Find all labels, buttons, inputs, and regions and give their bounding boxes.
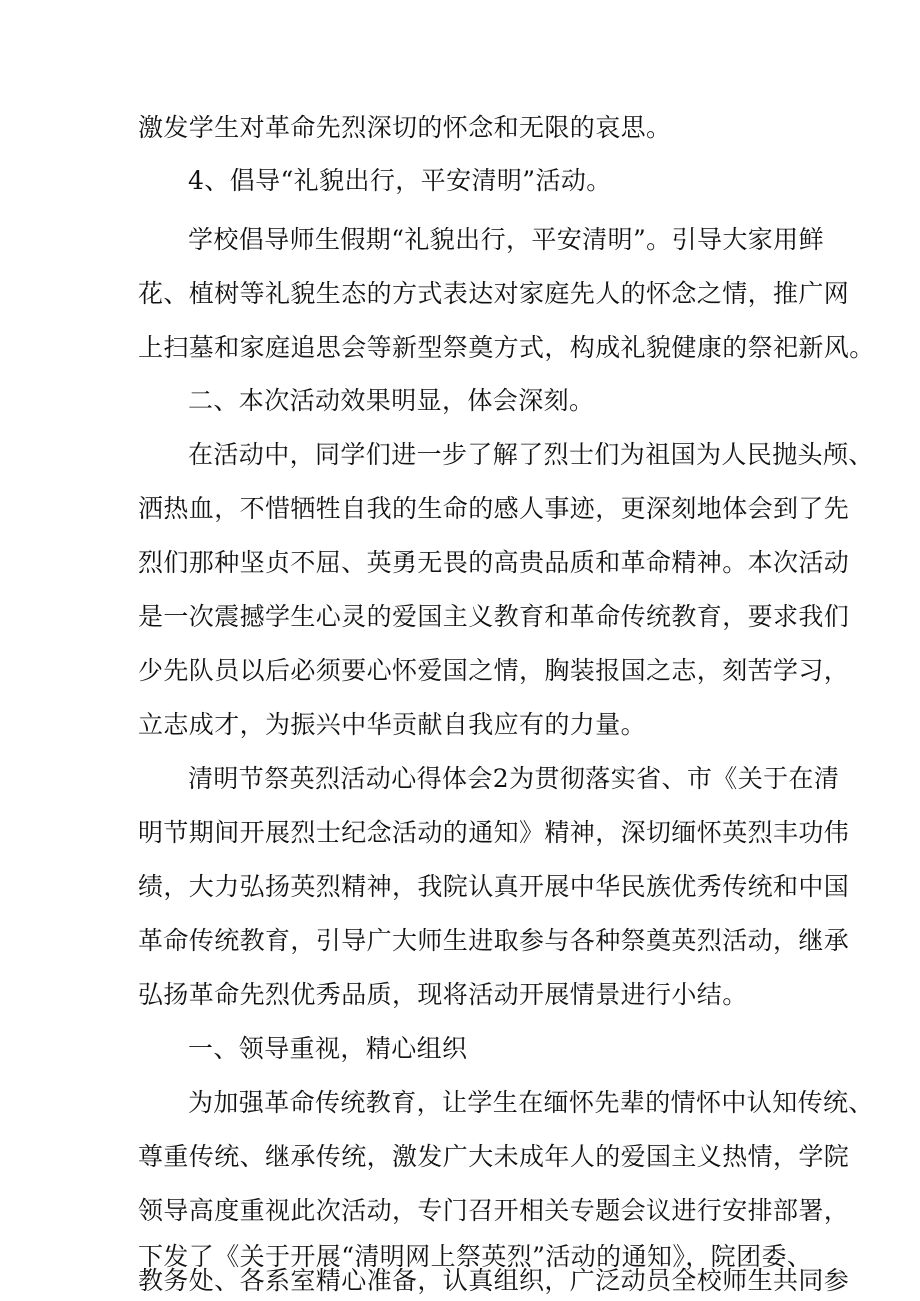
- text-line: 少先队员以后必须要心怀爱国之情，胸装报国之志，刻苦学习，: [138, 656, 850, 685]
- text-line: 4、倡导“礼貌出行，平安清明”活动。: [188, 166, 612, 195]
- text-line: 学校倡导师生假期“礼貌出行，平安清明”。引导大家用鲜: [188, 225, 824, 254]
- text-line: 弘扬革命先烈优秀品质，现将活动开展情景进行小结。: [138, 980, 748, 1009]
- text-line: 二、本次活动效果明显，体会深刻。: [188, 386, 595, 415]
- text-line: 教务处、各系室精心准备，认真组织，广泛动员全校师生共同参: [138, 1266, 850, 1295]
- text-line: 下发了《关于开展“清明网上祭英烈”活动的通知》，院团委、: [138, 1242, 813, 1271]
- text-line: 在活动中，同学们进一步了解了烈士们为祖国为人民抛头颅、: [188, 440, 874, 469]
- text-line: 激发学生对革命先烈深切的怀念和无限的哀思。: [138, 113, 672, 142]
- text-line: 花、植树等礼貌生态的方式表达对家庭先人的怀念之情，推广网: [138, 279, 850, 308]
- text-line: 立志成才，为振兴中华贡献自我应有的力量。: [138, 710, 647, 739]
- text-line: 一、领导重视，精心组织: [188, 1034, 468, 1063]
- text-line: 明节期间开展烈士纪念活动的通知》精神，深切缅怀英烈丰功伟: [138, 818, 850, 847]
- text-line: 上扫墓和家庭追思会等新型祭奠方式，构成礼貌健康的祭祀新风。: [138, 333, 875, 362]
- text-line: 清明节祭英烈活动心得体会2为贯彻落实省、市《关于在清: [188, 764, 840, 793]
- text-line: 绩，大力弘扬英烈精神，我院认真开展中华民族优秀传统和中国: [138, 872, 850, 901]
- text-line: 领导高度重视此次活动，专门召开相关专题会议进行安排部署，: [138, 1196, 850, 1225]
- text-line: 尊重传统、继承传统，激发广大未成年人的爱国主义热情，学院: [138, 1142, 850, 1171]
- text-line: 为加强革命传统教育，让学生在缅怀先辈的情怀中认知传统、: [188, 1088, 874, 1117]
- text-line: 烈们那种坚贞不屈、英勇无畏的高贵品质和革命精神。本次活动: [138, 548, 850, 577]
- text-line: 是一次震撼学生心灵的爱国主义教育和革命传统教育，要求我们: [138, 602, 850, 631]
- text-line: 革命传统教育，引导广大师生进取参与各种祭奠英烈活动，继承: [138, 926, 850, 955]
- text-line: 洒热血，不惜牺牲自我的生命的感人事迹，更深刻地体会到了先: [138, 494, 850, 523]
